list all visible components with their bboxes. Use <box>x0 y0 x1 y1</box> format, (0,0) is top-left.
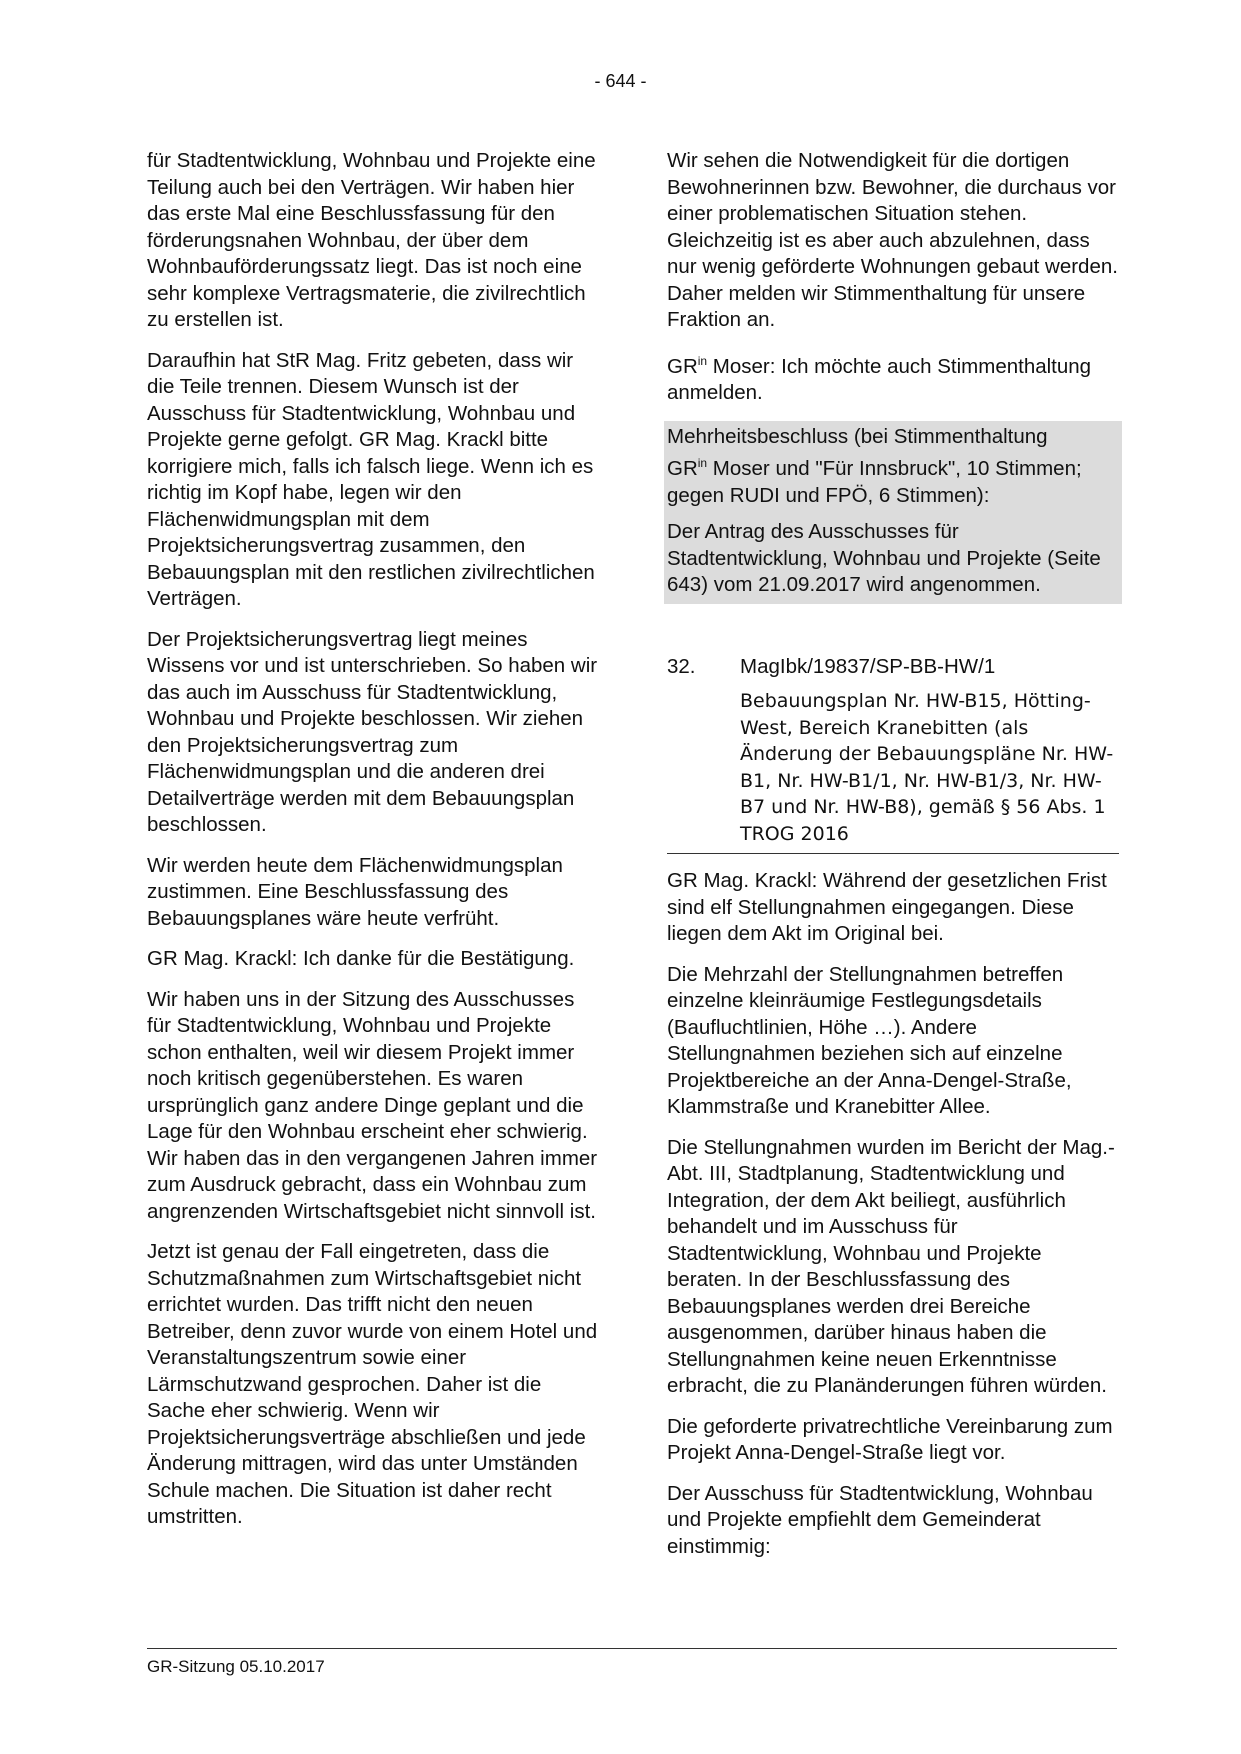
paragraph: Wir werden heute dem Flächenwidmungsplan zustimmen. Eine Beschlussfassung des Bebauungsplanes wäre heute verfrüht. <box>147 853 563 930</box>
paragraph: Der Ausschuss für Stadtentwicklung, Wohnbau und Projekte empfiehlt dem Gemeinderat einstimmig: <box>667 1481 1093 1558</box>
paragraph: für Stadtentwicklung, Wohnbau und Projekte eine Teilung auch bei den Verträgen. Wir haben hier das erste Mal eine Beschlussfassung für den förderungsnahen Wohnbau, der über dem Wohnbauförderungssatz liegt. Das ist noch eine sehr komplexe Vertragsmaterie, die zivilrechtlich zu erstellen ist. <box>147 149 596 331</box>
paragraph: GR Mag. Krackl: Während der gesetzlichen Frist sind elf Stellungnahmen eingegangen. Diese liegen dem Akt im Original bei. <box>667 869 1107 945</box>
paragraph: Daraufhin hat StR Mag. Fritz gebeten, dass wir die Teile trennen. Diesem Wunsch ist der Ausschuss für Stadtentwicklung, Wohnbau und Projekte gerne gefolgt. GR Mag. Krackl bitte korrigiere mich, falls ich falsch liege. Wenn ich es richtig im Kopf habe, legen wir den Flächenwidmungsplan mit dem Projektsicherungsvertrag zusammen, den Bebauungsplan mit den restlichen zivilrechtlichen Verträgen. <box>147 348 595 610</box>
speaker-prefix: GR <box>667 354 698 378</box>
paragraph: Die geforderte privatrechtliche Vereinbarung zum Projekt Anna-Dengel-Straße liegt vor. <box>667 1414 1113 1464</box>
moser-statement <box>667 348 1119 407</box>
footer: GR-Sitzung 05.10.2017 <box>147 1657 325 1676</box>
paragraph: Jetzt ist genau der Fall eingetreten, dass die Schutzmaßnahmen zum Wirtschaftsgebiet nicht errichtet wurden. Das trifft nicht den neuen Betreiber, denn zuvor wurde von einem Hotel und Veranstaltungszentrum sowie einer Lärmschutzwand gesprochen. Daher ist die Sache eher schwierig. Wenn wir Projektsicherungsverträge abschließen und jede Änderung mittragen, wird das unter Umständen Schule machen. Die Situation ist daher recht umstritten. <box>147 1240 598 1528</box>
speaker-superscript: in <box>697 456 708 470</box>
paragraph: Der Projektsicherungsvertrag liegt meines Wissens vor und ist unterschrieben. So haben wir das auch im Ausschuss für Stadtentwicklung, Wohnbau und Projekte beschlossen. Wir ziehen den Projektsicherungsvertrag zum Flächenwidmungsplan und die anderen drei Detailverträge werden mit dem Bebauungsplan beschlossen. <box>147 627 598 836</box>
agenda-item <box>667 654 1119 848</box>
resolution-line-a: Mehrheitsbeschluss (bei Stimmenthaltung <box>667 424 1048 448</box>
speaker-prefix: GR <box>667 457 698 480</box>
resolution-vote <box>667 424 1119 510</box>
paragraph: Wir sehen die Notwendigkeit für die dortigen Bewohnerinnen bzw. Bewohner, die durchaus vor einer problematischen Situation stehen. Gleichzeitig ist es aber auch abzulehnen, dass nur wenig geförderte Wohnungen gebaut werden. Daher melden wir Stimmenthaltung für unsere Fraktion an. <box>667 149 1118 331</box>
paragraph: Wir haben uns in der Sitzung des Ausschusses für Stadtentwicklung, Wohnbau und Projekte schon enthalten, weil wir diesem Projekt immer noch kritisch gegenüberstehen. Es waren ursprünglich ganz andere Dinge geplant und die Lage für den Wohnbau erscheint eher schwierig. Wir haben das in den vergangenen Jahren immer zum Ausdruck gebracht, dass ein Wohnbau zum angrenzenden Wirtschaftsgebiet nicht sinnvoll ist. <box>147 987 598 1223</box>
agenda-number: 32. <box>667 654 696 678</box>
resolution-result: Der Antrag des Ausschusses für Stadtentwicklung, Wohnbau und Projekte (Seite 643) vom 21.09.2017 wird angenommen. <box>667 520 1101 596</box>
footer-divider <box>147 1648 1117 1649</box>
divider <box>667 853 1119 854</box>
paragraph: Die Mehrzahl der Stellungnahmen betreffen einzelne kleinräumige Festlegungsdetails (Baufluchtlinien, Höhe …). Andere Stellungnahmen beziehen sich auf einzelne Projektbereiche an der Anna-Dengel-Straße, Klammstraße und Kranebitter Allee. <box>667 962 1072 1118</box>
moser-text: Moser: Ich möchte auch Stimmenthaltung anmelden. <box>667 354 1092 404</box>
page-number: - 644 - <box>594 71 647 91</box>
paragraph: Die Stellungnahmen wurden im Bericht der Mag.-Abt. III, Stadtplanung, Stadtentwicklung und Integration, der dem Akt beiliegt, ausführlich behandelt und im Ausschuss für Stadtentwicklung, Wohnbau und Projekte beraten. In der Beschlussfassung des Bebauungsplanes werden drei Bereiche ausgenommen, darüber hinaus haben die Stellungnahmen keine neuen Erkenntnisse erbracht, die zu Planänderungen führen würden. <box>667 1135 1115 1397</box>
agenda-reference: MagIbk/19837/SP-BB-HW/1 <box>740 654 996 678</box>
agenda-title: Bebauungsplan Nr. HW-B15, Hötting-West, Bereich Kranebitten (als Änderung der Bebauungspläne Nr. HW-B1, Nr. HW-B1/1, Nr. HW-B1/3, Nr. HW-B7 und Nr. HW-B8), gemäß § 56 Abs. 1 TROG 2016 <box>740 690 1114 845</box>
resolution-line-b: Moser und "Für Innsbruck", 10 Stimmen; gegen RUDI und FPÖ, 6 Stimmen): <box>667 457 1082 507</box>
paragraph: GR Mag. Krackl: Ich danke für die Bestätigung. <box>147 947 575 970</box>
left-column <box>147 148 599 1545</box>
right-column <box>667 148 1119 1574</box>
resolution-box <box>664 421 1122 604</box>
speaker-superscript: in <box>697 353 708 368</box>
